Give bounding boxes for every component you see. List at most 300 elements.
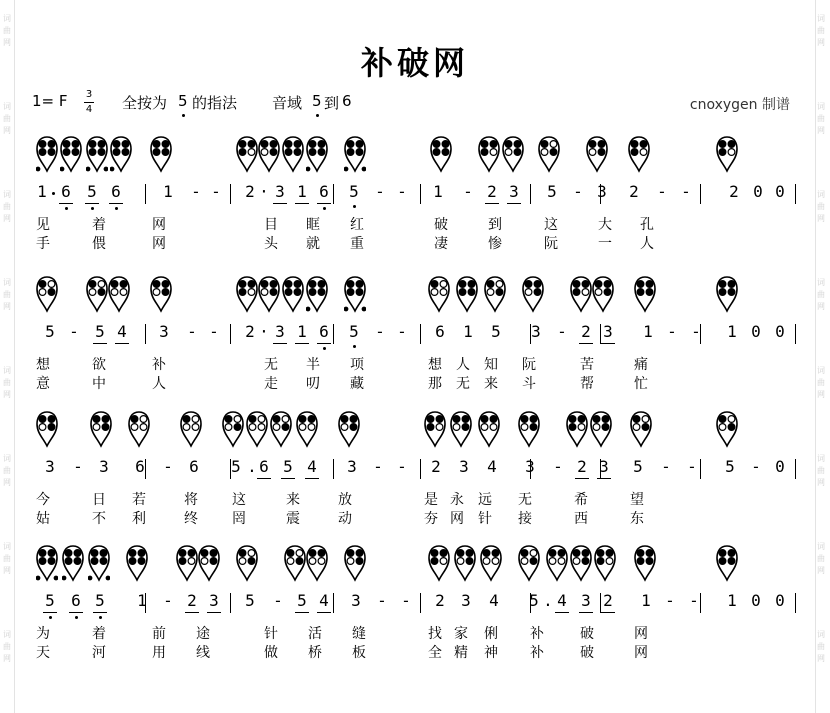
- lyric-char: 永: [450, 492, 464, 508]
- fingering-chart-icon: [62, 545, 84, 583]
- eighth-underline: [295, 343, 309, 344]
- fingering-chart-icon: [180, 411, 202, 449]
- score-title: 补破网: [360, 44, 469, 82]
- note-digit: 0: [775, 182, 785, 201]
- bar-line: [145, 184, 146, 204]
- dash-note: -: [667, 322, 677, 341]
- fingering-note: 5: [178, 92, 188, 110]
- lyric-char: 着: [92, 217, 106, 233]
- note-digit: 6: [189, 457, 199, 476]
- range-high-note: 6: [342, 92, 352, 110]
- fingering-chart-icon: [456, 276, 478, 314]
- note-digit: 1: [433, 182, 443, 201]
- range-prefix: 音域: [272, 94, 303, 112]
- dash-note: -: [187, 322, 197, 341]
- bar-line: [145, 324, 146, 344]
- watermark-char: 曲: [3, 466, 11, 475]
- watermark-char: 词: [817, 14, 825, 23]
- bar-line: [700, 184, 701, 204]
- note-digit: 5: [45, 322, 55, 341]
- dash-note: -: [373, 457, 383, 476]
- note-digit: 2: [245, 182, 255, 201]
- note-digit: 5: [45, 591, 55, 610]
- fingering-chart-icon: [628, 136, 650, 174]
- note-digit: 6: [71, 591, 81, 610]
- watermark-char: 曲: [3, 642, 11, 651]
- note-digit: 3: [531, 322, 541, 341]
- fingering-chart-icon: [284, 545, 306, 583]
- lyric-char: 痛: [634, 357, 648, 373]
- note-digit: 3: [525, 457, 535, 476]
- watermark-char: 词: [3, 454, 11, 463]
- eighth-underline: [43, 612, 57, 613]
- lyric-char: 若: [132, 492, 146, 508]
- bar-line: [700, 459, 701, 479]
- lyric-char: 精: [454, 645, 468, 661]
- fingering-chart-icon: [198, 545, 220, 583]
- eighth-underline: [85, 203, 99, 204]
- lyric-char: 无: [264, 357, 278, 373]
- eighth-underline: [59, 203, 73, 204]
- lyric-char: 做: [264, 645, 278, 661]
- lyric-char: 走: [264, 376, 278, 392]
- low-octave-dot: [65, 207, 68, 210]
- note-digit: 2: [581, 322, 591, 341]
- bar-line: [420, 324, 421, 344]
- eighth-underline: [317, 343, 331, 344]
- fingering-chart-icon: [236, 136, 258, 174]
- watermark-char: 网: [817, 566, 825, 575]
- lyric-char: 将: [184, 492, 198, 508]
- note-digit: 3: [599, 457, 609, 476]
- eighth-underline: [555, 612, 569, 613]
- fingering-chart-icon: [428, 276, 450, 314]
- lyric-char: 破: [434, 217, 448, 233]
- fingering-chart-icon: [338, 411, 360, 449]
- watermark-char: 网: [817, 390, 825, 399]
- note-digit: 5: [87, 182, 97, 201]
- fingering-chart-icon: [60, 136, 82, 174]
- fingering-chart-icon: [630, 411, 652, 449]
- bar-line: [420, 593, 421, 613]
- fingering-chart-icon: [450, 411, 472, 449]
- watermark-char: 网: [817, 478, 825, 487]
- lyric-char: 希: [574, 492, 588, 508]
- fingering-chart-icon: [36, 276, 58, 314]
- lyric-char: 用: [152, 645, 166, 661]
- eighth-underline: [115, 343, 129, 344]
- note-digit: 2: [603, 591, 613, 610]
- low-octave-dot: [115, 207, 118, 210]
- watermark-char: 曲: [817, 26, 825, 35]
- fingering-chart-icon: [246, 411, 268, 449]
- note-digit: 3: [209, 591, 219, 610]
- lyric-char: 帮: [580, 376, 594, 392]
- note-digit: 4: [307, 457, 317, 476]
- bar-line: [600, 324, 601, 344]
- note-digit: 4: [487, 457, 497, 476]
- lyric-char: 天: [36, 645, 50, 661]
- lyric-char: 俐: [484, 626, 498, 642]
- fingering-chart-icon: [128, 411, 150, 449]
- lyric-char: 这: [544, 217, 558, 233]
- dash-note: -: [209, 322, 219, 341]
- lyric-char: 网: [152, 217, 166, 233]
- lyric-char: 日: [92, 492, 106, 508]
- note-digit: 0: [751, 591, 761, 610]
- dash-note: -: [401, 591, 411, 610]
- fingering-chart-icon: [150, 276, 172, 314]
- lyric-char: 人: [456, 357, 470, 373]
- low-octave-dot: [182, 114, 185, 117]
- note-digit: 2: [577, 457, 587, 476]
- lyric-char: 今: [36, 492, 50, 508]
- lyric-char: 惨: [488, 236, 502, 252]
- fingering-chart-icon: [634, 545, 656, 583]
- dash-note: -: [397, 182, 407, 201]
- lyric-char: 活: [308, 626, 322, 642]
- low-octave-dot: [91, 207, 94, 210]
- eighth-underline: [579, 612, 593, 613]
- note-digit: 2: [245, 322, 255, 341]
- fingering-chart-icon: [258, 276, 280, 314]
- lyric-char: 为: [36, 626, 50, 642]
- lyric-char: 神: [484, 645, 498, 661]
- lyric-char: 目: [264, 217, 278, 233]
- key-signature: 1= F: [32, 92, 68, 110]
- note-digit: 6: [61, 182, 71, 201]
- fingering-chart-icon: [518, 411, 540, 449]
- note-digit: 1: [727, 591, 737, 610]
- note-digit: 1: [727, 322, 737, 341]
- lyric-char: 见: [36, 217, 50, 233]
- watermark-char: 词: [817, 630, 825, 639]
- watermark-char: 词: [817, 102, 825, 111]
- fingering-chart-icon: [126, 545, 148, 583]
- watermark-char: 网: [817, 126, 825, 135]
- note-digit: 4: [557, 591, 567, 610]
- note-digit: 2: [629, 182, 639, 201]
- dash-note: -: [211, 182, 221, 201]
- fingering-suffix: 的指法: [192, 94, 238, 112]
- note-digit: 1: [641, 591, 651, 610]
- fingering-chart-icon: [538, 136, 560, 174]
- fingering-chart-icon: [716, 545, 738, 583]
- bar-line: [230, 324, 231, 344]
- lyric-char: 补: [530, 645, 544, 661]
- dash-note: -: [687, 457, 697, 476]
- note-digit: 0: [751, 322, 761, 341]
- fingering-chart-icon: [546, 545, 568, 583]
- watermark-char: 曲: [3, 554, 11, 563]
- lyric-char: 利: [132, 511, 146, 527]
- watermark-char: 词: [3, 278, 11, 287]
- fingering-chart-icon: [306, 276, 328, 314]
- lyric-char: 震: [286, 511, 300, 527]
- fingering-chart-icon: [570, 276, 592, 314]
- eighth-underline: [295, 203, 309, 204]
- dash-note: -: [553, 457, 563, 476]
- watermark-char: 网: [817, 38, 825, 47]
- lyric-char: 破: [580, 626, 594, 642]
- lyric-char: 手: [36, 236, 50, 252]
- lyric-char: 远: [478, 492, 492, 508]
- watermark-char: 曲: [817, 290, 825, 299]
- dash-note: -: [73, 457, 83, 476]
- lyric-char: 项: [350, 357, 364, 373]
- lyric-char: 想: [428, 357, 442, 373]
- eighth-underline: [579, 343, 593, 344]
- fingering-chart-icon: [570, 545, 592, 583]
- lyric-char: 夯: [424, 511, 438, 527]
- fingering-chart-icon: [424, 411, 446, 449]
- bar-line: [420, 184, 421, 204]
- note-digit: 3: [581, 591, 591, 610]
- lyric-char: 家: [454, 626, 468, 642]
- eighth-underline: [601, 612, 615, 613]
- note-digit: 5: [245, 591, 255, 610]
- fingering-chart-icon: [296, 411, 318, 449]
- note-digit: 5: [231, 457, 241, 476]
- lyric-char: 人: [640, 236, 654, 252]
- watermark-char: 网: [3, 654, 11, 663]
- dash-note: -: [397, 457, 407, 476]
- eighth-underline: [185, 612, 199, 613]
- eighth-underline: [273, 203, 287, 204]
- eighth-underline: [109, 203, 123, 204]
- lyric-char: 西: [574, 511, 588, 527]
- note-digit: 0: [775, 591, 785, 610]
- fingering-chart-icon: [36, 136, 58, 174]
- fingering-chart-icon: [36, 411, 58, 449]
- lyric-char: 到: [488, 217, 502, 233]
- lyric-char: 阮: [544, 236, 558, 252]
- watermark-char: 网: [817, 302, 825, 311]
- note-digit: 3: [597, 182, 607, 201]
- watermark-char: 曲: [817, 466, 825, 475]
- lyric-char: 着: [92, 626, 106, 642]
- dash-note: -: [397, 322, 407, 341]
- lyric-char: 破: [580, 645, 594, 661]
- fingering-chart-icon: [344, 545, 366, 583]
- lyric-char: 网: [634, 645, 648, 661]
- watermark-char: 曲: [3, 378, 11, 387]
- time-signature-bottom: 4: [85, 104, 93, 115]
- note-digit: 3: [347, 457, 357, 476]
- bar-line: [333, 459, 334, 479]
- eighth-underline: [69, 612, 83, 613]
- dash-note: -: [573, 182, 583, 201]
- lyric-char: 补: [530, 626, 544, 642]
- note-digit: 3: [45, 457, 55, 476]
- bar-line: [230, 184, 231, 204]
- dash-note: -: [463, 182, 473, 201]
- dash-note: -: [751, 457, 761, 476]
- lyric-char: 放: [338, 492, 352, 508]
- watermark-char: 网: [3, 478, 11, 487]
- bar-line: [333, 593, 334, 613]
- note-digit: 6: [135, 457, 145, 476]
- note-digit: 5: [529, 591, 539, 610]
- eighth-underline: [597, 478, 611, 479]
- note-digit: 6: [435, 322, 445, 341]
- note-digit: 3: [461, 591, 471, 610]
- lyric-char: 罔: [232, 511, 246, 527]
- watermark-char: 网: [817, 654, 825, 663]
- lyric-char: 网: [152, 236, 166, 252]
- low-octave-dot: [75, 616, 78, 619]
- fingering-chart-icon: [454, 545, 476, 583]
- lyric-char: 来: [484, 376, 498, 392]
- dash-note: -: [661, 457, 671, 476]
- fingering-chart-icon: [566, 411, 588, 449]
- lyric-char: 无: [518, 492, 532, 508]
- lyric-char: 欲: [92, 357, 106, 373]
- note-digit: 3: [509, 182, 519, 201]
- watermark-char: 曲: [817, 642, 825, 651]
- lyric-char: 终: [184, 511, 198, 527]
- dash-note: -: [557, 322, 567, 341]
- dash-note: -: [163, 457, 173, 476]
- lyric-char: 网: [450, 511, 464, 527]
- watermark-char: 曲: [817, 554, 825, 563]
- note-digit: 1: [297, 322, 307, 341]
- fingering-chart-icon: [306, 545, 328, 583]
- note-digit: 5: [297, 591, 307, 610]
- lyric-char: 人: [152, 376, 166, 392]
- fingering-prefix: 全按为: [122, 94, 168, 112]
- note-digit: 3: [459, 457, 469, 476]
- lyric-char: 途: [196, 626, 210, 642]
- eighth-underline: [317, 612, 331, 613]
- fingering-chart-icon: [586, 136, 608, 174]
- eighth-underline: [317, 203, 331, 204]
- note-digit: 5: [283, 457, 293, 476]
- watermark-char: 词: [3, 630, 11, 639]
- fingering-chart-icon: [592, 276, 614, 314]
- watermark-char: 词: [3, 102, 11, 111]
- watermark-char: 曲: [3, 290, 11, 299]
- note-digit: 6: [259, 457, 269, 476]
- lyric-char: 想: [36, 357, 50, 373]
- fingering-chart-icon: [282, 136, 304, 174]
- lyric-char: 知: [484, 357, 498, 373]
- fingering-chart-icon: [270, 411, 292, 449]
- note-digit: 6: [111, 182, 121, 201]
- eighth-underline: [281, 478, 295, 479]
- bar-line: [420, 459, 421, 479]
- lyric-char: 头: [264, 236, 278, 252]
- eighth-underline: [575, 478, 589, 479]
- dash-note: -: [681, 182, 691, 201]
- fingering-chart-icon: [478, 136, 500, 174]
- watermark-char: 词: [817, 454, 825, 463]
- fingering-chart-icon: [428, 545, 450, 583]
- lyric-char: 斗: [522, 376, 536, 392]
- fingering-chart-icon: [90, 411, 112, 449]
- low-octave-dot: [316, 114, 319, 117]
- fingering-chart-icon: [258, 136, 280, 174]
- note-digit: 5: [491, 322, 501, 341]
- note-digit: 3: [159, 322, 169, 341]
- note-digit: 2: [487, 182, 497, 201]
- note-digit: 2: [435, 591, 445, 610]
- fingering-chart-icon: [150, 136, 172, 174]
- fingering-chart-icon: [484, 276, 506, 314]
- note-digit: 1: [163, 182, 173, 201]
- lyric-char: 网: [634, 626, 648, 642]
- note-digit: 3: [99, 457, 109, 476]
- lyric-char: 姑: [36, 511, 50, 527]
- fingering-chart-icon: [86, 276, 108, 314]
- eighth-underline: [601, 343, 615, 344]
- watermark-char: 词: [817, 542, 825, 551]
- fingering-chart-icon: [716, 411, 738, 449]
- low-octave-dot: [49, 616, 52, 619]
- watermark-char: 网: [3, 566, 11, 575]
- note-digit: 2: [431, 457, 441, 476]
- lyric-char: 偎: [92, 236, 106, 252]
- note-digit: .: [543, 591, 553, 610]
- bar-line: [795, 324, 796, 344]
- lyric-char: 这: [232, 492, 246, 508]
- watermark-char: 词: [817, 278, 825, 287]
- dash-note: -: [191, 182, 201, 201]
- watermark-char: 词: [3, 190, 11, 199]
- fingering-chart-icon: [716, 136, 738, 174]
- watermark-char: 网: [3, 302, 11, 311]
- fingering-chart-icon: [502, 136, 524, 174]
- eighth-underline: [305, 478, 319, 479]
- dash-note: -: [69, 322, 79, 341]
- note-digit: 2: [729, 182, 739, 201]
- bar-line: [333, 324, 334, 344]
- eighth-underline: [295, 612, 309, 613]
- bar-line: [230, 593, 231, 613]
- eighth-underline: [93, 612, 107, 613]
- fingering-chart-icon: [594, 545, 616, 583]
- fingering-chart-icon: [236, 545, 258, 583]
- note-digit: 6: [319, 182, 329, 201]
- range-low-note: 5: [312, 92, 322, 110]
- note-digit: 2: [187, 591, 197, 610]
- fingering-chart-icon: [430, 136, 452, 174]
- lyric-char: 红: [350, 217, 364, 233]
- note-digit: 3: [275, 322, 285, 341]
- lyric-char: 重: [350, 236, 364, 252]
- bar-line: [333, 184, 334, 204]
- lyric-char: 板: [352, 645, 366, 661]
- lyric-char: 来: [286, 492, 300, 508]
- fingering-chart-icon: [344, 136, 366, 174]
- lyric-char: 缝: [352, 626, 366, 642]
- note-digit: 0: [775, 457, 785, 476]
- watermark-char: 网: [3, 390, 11, 399]
- lyric-char: 是: [424, 492, 438, 508]
- lyric-char: 藏: [350, 376, 364, 392]
- note-digit: 4: [117, 322, 127, 341]
- watermark-char: 曲: [3, 114, 11, 123]
- lyric-char: 就: [306, 236, 320, 252]
- watermark-char: 曲: [817, 114, 825, 123]
- watermark-char: 网: [3, 38, 11, 47]
- eighth-underline: [257, 478, 271, 479]
- lyric-char: 桥: [308, 645, 322, 661]
- note-digit: 1: [37, 182, 47, 201]
- lyric-char: 补: [152, 357, 166, 373]
- fingering-chart-icon: [108, 276, 130, 314]
- lyric-char: 意: [36, 376, 50, 392]
